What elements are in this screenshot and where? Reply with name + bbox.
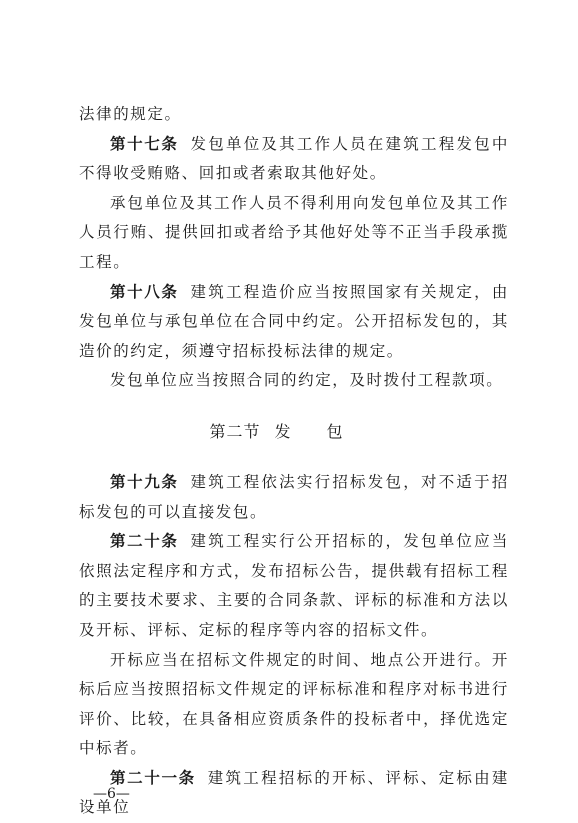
body-paragraph xyxy=(79,100,509,130)
paragraph-text: 建筑工程造价应当按照国家有关规定，由发包单位与承包单位在合同中约定。公开招标发包的，其造价的约定，须遵守招标投标法律的规定。 xyxy=(79,282,509,360)
section-title: 发包 xyxy=(274,421,379,441)
body-paragraph xyxy=(79,366,509,396)
article-number: 第二十条 xyxy=(110,532,179,551)
document-body xyxy=(79,100,509,823)
article-number: 第十九条 xyxy=(110,472,179,491)
body-paragraph xyxy=(79,646,509,764)
article-number: 第二十一条 xyxy=(110,768,196,787)
page-number: —6— xyxy=(93,786,130,802)
paragraph-text: 建筑工程依法实行招标发包，对不适于招标发包的可以直接发包。 xyxy=(79,472,509,521)
body-paragraph xyxy=(79,189,509,278)
body-paragraph xyxy=(79,764,509,823)
section-number: 第二节 xyxy=(209,421,261,441)
article-number: 第十七条 xyxy=(110,134,179,153)
section-heading xyxy=(79,421,509,443)
body-paragraph xyxy=(79,130,509,189)
paragraph-text: 法律的规定。 xyxy=(79,105,182,123)
body-paragraph xyxy=(79,527,509,645)
article-number: 第十八条 xyxy=(110,282,179,301)
paragraph-text: 承包单位及其工作人员不得利用向发包单位及其工作人员行贿、提供回扣或者给予其他好处等不正当手段承揽工程。 xyxy=(79,193,509,271)
body-paragraph xyxy=(79,468,509,527)
paragraph-text: 建筑工程实行公开招标的，发包单位应当依照法定程序和方式，发布招标公告，提供载有招标工程的主要技术要求、主要的合同条款、评标的标准和方法以及开标、评标、定标的程序等内容的招标文件。 xyxy=(79,532,509,639)
body-paragraph xyxy=(79,278,509,367)
paragraph-text: 发包单位应当按照合同的约定，及时拨付工程款项。 xyxy=(110,371,504,390)
paragraph-text: 开标应当在招标文件规定的时间、地点公开进行。开标后应当按照招标文件规定的评标标准和程序对标书进行评价、比较，在具备相应资质条件的投标者中，择优选定中标者。 xyxy=(79,650,509,758)
paragraph-text: 发包单位及其工作人员在建筑工程发包中不得收受贿赂、回扣或者索取其他好处。 xyxy=(79,134,509,183)
paragraph-text: 建筑工程招标的开标、评标、定标由建设单位 xyxy=(79,768,509,817)
